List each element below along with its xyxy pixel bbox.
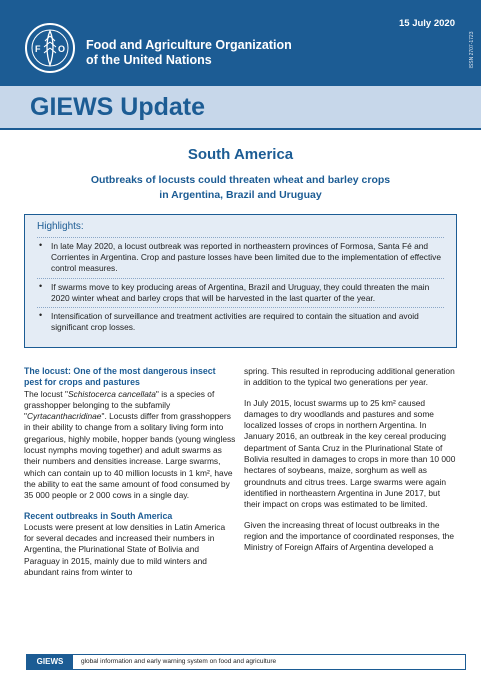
- fao-logo-icon: [24, 22, 76, 74]
- text-fragment: The locust ": [24, 388, 68, 399]
- bullet-icon: •: [39, 310, 43, 321]
- section-heading-outbreaks: Recent outbreaks in South America: [24, 510, 173, 521]
- left-column: [24, 366, 236, 587]
- species-name: Schistocerca cancellata: [67, 388, 156, 399]
- text-fragment: ". Locusts differ from grasshoppers in their ability to change from a solitary living form into gregarious, highly mobile, hopper bands (young wingless locust nymphs moving together) and adult swarms as their numbers and densities increase. Large swarms, which can contain up to 40 million locusts in 1 km², have the ability to eat the same amount of food consumed by 35 000 people or 2 000 cows in a single day.: [24, 411, 236, 501]
- highlight-text: Intensification of surveillance and treatment activities are required to contain the situation and avoid significant crop losses.: [51, 311, 419, 333]
- subfamily-name: Cyrtacanthacridinae: [26, 411, 102, 422]
- issn-text: ISSN 2707-1723: [469, 31, 475, 69]
- body-paragraph: spring. This resulted in reproducing additional generation in addition to the typical two generations per year.: [244, 366, 455, 388]
- body-paragraph: Given the increasing threat of locust outbreaks in the region and the importance of coordinated responses, the Ministry of Foreign Affairs of Argentina developed a: [244, 519, 454, 553]
- subtitle-line-1: Outbreaks of locusts could threaten wheat and barley crops: [90, 174, 391, 186]
- bullet-icon: •: [39, 280, 43, 291]
- issn-vertical: [467, 20, 477, 80]
- giews-update-title: GIEWS Update: [30, 93, 206, 121]
- highlight-item: [37, 278, 444, 307]
- body-paragraph: In July 2015, locust swarms up to 25 km² caused damages to dry woodlands and pastures and some localized losses of crops in northern Argentina. In January 2016, an outbreak in the key cereal producing department of Santa Cruz in the Plurinational State of Bolivia resulted in damages to crops in more than 10 000 hectares of soybeans, maize, sorghum as well as groundnuts and citrus trees. Large swarms were again identified in northeastern Argentina in June 2017, but their impact on crops was estimated to be limited.: [244, 397, 456, 510]
- footer-giews-tag: GIEWS: [27, 655, 73, 669]
- region-title: South America: [187, 146, 294, 163]
- org-line-1: Food and Agriculture Organization: [86, 38, 292, 52]
- title-banner: [0, 86, 481, 130]
- highlight-text: If swarms move to key producing areas of Argentina, Brazil and Uruguay, they could threaten the main 2020 winter wheat and barley crops that will be harvested in the last quarter of the year.: [51, 281, 430, 303]
- svg-text:F: F: [35, 44, 41, 54]
- highlight-text: In late May 2020, a locust outbreak was reported in northeastern provinces of Formosa, Santa Fé and Corrientes in Argentina. Crop and pasture losses have been limited due to the implementation of effective control measures.: [51, 241, 441, 274]
- footer-text: global information and early warning system on food and agriculture: [81, 658, 277, 665]
- right-column: [244, 366, 456, 562]
- highlights-box: [24, 214, 457, 348]
- subtitle-line-2: in Argentina, Brazil and Uruguay: [159, 189, 322, 201]
- text-fragment: " is a species of grasshopper belonging to the subfamily ": [24, 388, 215, 422]
- org-line-2: of the United Nations: [86, 53, 212, 67]
- highlight-item: [37, 307, 444, 336]
- bullet-icon: •: [39, 240, 43, 250]
- svg-text:O: O: [58, 44, 66, 54]
- section-heading-locust: The locust: One of the most dangerous insect pest for crops and pastures: [24, 366, 216, 388]
- footer-bar: [26, 654, 466, 670]
- locust-paragraph: [24, 389, 236, 502]
- header-bar: [0, 0, 481, 86]
- report-subtitle: [60, 173, 421, 203]
- highlight-item: [37, 237, 444, 278]
- outbreaks-paragraph: Locusts were present at low densities in Latin America for several decades and increased their numbers in Argentina, the Plurinational State of Bolivia and Paraguay in 2015, mainly due to mild winters and abundant rains from winter to: [24, 521, 226, 578]
- highlights-title: Highlights:: [37, 221, 84, 232]
- publication-date: 15 July 2020: [399, 18, 455, 29]
- organization-name: [86, 38, 292, 68]
